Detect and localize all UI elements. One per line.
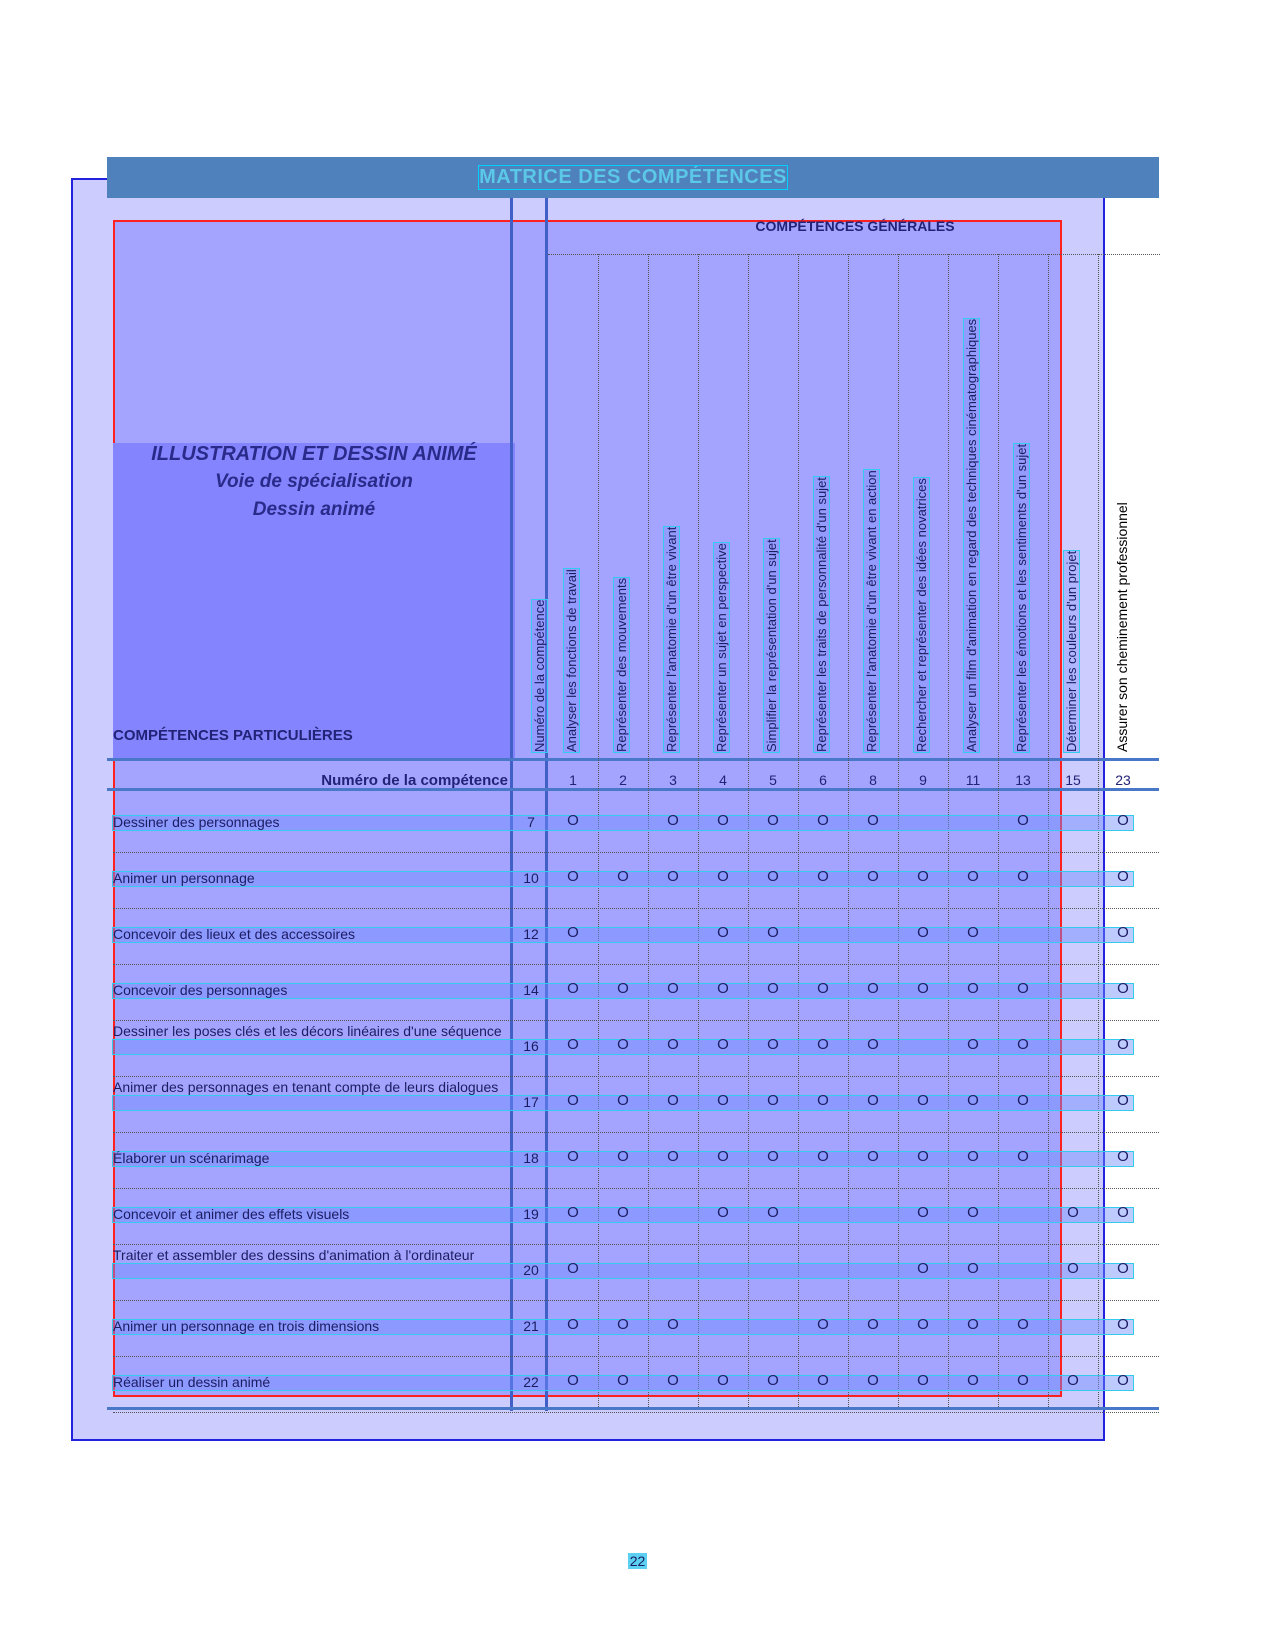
competency-link-mark: O [617,1148,629,1165]
competency-link-mark: O [717,1092,729,1109]
competency-link-mark: O [917,1316,929,1333]
competency-link-mark: O [617,1036,629,1053]
competency-link-mark: O [1017,1316,1029,1333]
general-competency-number: 4 [719,772,727,788]
competency-link-mark: O [917,1092,929,1109]
header-bottom-rule [107,758,1159,761]
competency-link-mark: O [567,868,579,885]
competency-link-mark: O [567,1316,579,1333]
general-competency-number: 6 [819,772,827,788]
competency-link-mark: O [1117,812,1129,829]
general-competency-number: 13 [1015,772,1031,788]
general-competency-header: Représenter l'anatomie d'un être vivant [664,526,679,752]
particular-competency-number: 18 [523,1150,539,1166]
column-gridline [948,254,949,1407]
general-competency-number: 15 [1065,772,1081,788]
competency-link-mark: O [617,1316,629,1333]
column-gridline [748,254,749,1407]
general-competency-header: Représenter les émotions et les sentiments d'un sujet [1014,443,1029,752]
competency-link-mark: O [717,1372,729,1389]
competency-link-mark: O [567,980,579,997]
particular-competency-label: Animer un personnage [113,870,255,886]
general-competency-number: 5 [769,772,777,788]
particular-competency-number: 20 [523,1262,539,1278]
competency-link-mark: O [667,1372,679,1389]
general-competency-number: 1 [569,772,577,788]
competency-link-mark: O [767,1372,779,1389]
competency-link-mark: O [867,1316,879,1333]
competency-link-mark: O [967,980,979,997]
column-divider [510,198,513,1411]
particular-competency-number: 17 [523,1094,539,1110]
competency-link-mark: O [1067,1372,1079,1389]
particular-competency-label: Élaborer un scénarimage [113,1150,270,1166]
competency-link-mark: O [617,1092,629,1109]
particular-competency-label: Dessiner les poses clés et les décors linéaires d'une séquence [113,1023,502,1039]
particular-competency-label: Réaliser un dessin animé [113,1374,271,1390]
competency-link-mark: O [867,1092,879,1109]
particular-competency-number: 21 [523,1318,539,1334]
general-competency-number: 9 [919,772,927,788]
competency-link-mark: O [967,1092,979,1109]
column-gridline [848,254,849,1407]
competency-link-mark: O [767,924,779,941]
particular-competency-label: Concevoir des personnages [113,982,288,998]
competency-link-mark: O [817,1316,829,1333]
program-option: Dessin animé [252,499,376,520]
competency-link-mark: O [667,1092,679,1109]
particular-competency-number: 7 [527,814,535,830]
competency-link-mark: O [1017,812,1029,829]
competency-link-mark: O [767,1204,779,1221]
program-title [113,440,515,524]
page-title: MATRICE DES COMPÉTENCES [479,166,787,188]
competency-link-mark: O [967,868,979,885]
competency-link-mark: O [817,812,829,829]
row-gridline [113,852,1159,853]
general-competencies-label: COMPÉTENCES GÉNÉRALES [755,218,955,234]
competency-link-mark: O [567,1036,579,1053]
competency-link-mark: O [567,924,579,941]
general-competency-header: Représenter un sujet en perspective [714,543,729,752]
competency-link-mark: O [1117,1260,1129,1277]
competency-link-mark: O [917,1148,929,1165]
general-competency-number: 11 [965,772,981,788]
competency-link-mark: O [917,1260,929,1277]
competency-link-mark: O [1117,1092,1129,1109]
competency-link-mark: O [667,1036,679,1053]
competency-link-mark: O [967,1316,979,1333]
competency-link-mark: O [1017,1092,1029,1109]
competency-link-mark: O [917,1204,929,1221]
competency-link-mark: O [817,1372,829,1389]
row-gridline [113,1412,1159,1413]
competency-link-mark: O [867,812,879,829]
competency-link-mark: O [717,924,729,941]
competency-link-mark: O [567,1260,579,1277]
competency-link-mark: O [617,1204,629,1221]
competency-link-mark: O [1117,1316,1129,1333]
general-competency-number: 2 [619,772,627,788]
column-gridline [998,254,999,1407]
competency-link-mark: O [567,812,579,829]
general-competency-header: Analyser un film d'animation en regard des techniques cinématographiques [964,318,979,752]
particular-competency-label: Animer des personnages en tenant compte de leurs dialogues [113,1079,499,1095]
competency-link-mark: O [1117,868,1129,885]
competency-link-mark: O [867,980,879,997]
competency-link-mark: O [817,868,829,885]
competency-link-mark: O [967,1204,979,1221]
program-path: Voie de spécialisation [215,471,413,492]
row-gridline [113,908,1159,909]
competency-link-mark: O [1067,1260,1079,1277]
row-gridline [113,1132,1159,1133]
column-gridline [1098,254,1099,1407]
competency-link-mark: O [1117,1204,1129,1221]
competency-link-mark: O [617,1372,629,1389]
row-gridline [113,1300,1159,1301]
column-gridline [598,254,599,1407]
column-divider [545,198,548,1411]
competency-link-mark: O [917,924,929,941]
competency-link-mark: O [1017,1036,1029,1053]
competency-link-mark: O [767,980,779,997]
competency-link-mark: O [567,1204,579,1221]
general-competency-number: 3 [669,772,677,788]
competency-link-mark: O [567,1148,579,1165]
column-gridline [1048,254,1049,1407]
competency-link-mark: O [1017,1148,1029,1165]
number-column-header: Numéro de la compétence [532,599,547,752]
competency-link-mark: O [717,868,729,885]
competency-link-mark: O [767,1148,779,1165]
particular-competency-number: 19 [523,1206,539,1222]
competency-link-mark: O [767,1092,779,1109]
competency-link-mark: O [667,1316,679,1333]
competency-link-mark: O [1067,1204,1079,1221]
competency-link-mark: O [917,868,929,885]
competency-link-mark: O [1117,1148,1129,1165]
competency-link-mark: O [667,980,679,997]
number-row-label: Numéro de la compétence [321,772,508,789]
competency-link-mark: O [917,1372,929,1389]
particular-competency-label: Concevoir et animer des effets visuels [113,1206,350,1222]
general-competency-header: Déterminer les couleurs d'un projet [1064,550,1079,752]
particular-competency-label: Dessiner des personnages [113,814,280,830]
competency-link-mark: O [1117,1372,1129,1389]
competency-link-mark: O [717,812,729,829]
header-divider [548,254,1160,255]
competency-link-mark: O [967,1260,979,1277]
competency-link-mark: O [917,980,929,997]
competency-link-mark: O [567,1372,579,1389]
competency-link-mark: O [817,1036,829,1053]
row-gridline [113,1356,1159,1357]
column-gridline [798,254,799,1407]
column-gridline [698,254,699,1407]
competency-link-mark: O [667,812,679,829]
competency-link-mark: O [1117,1036,1129,1053]
general-competency-header: Rechercher et représenter des idées novatrices [914,478,929,752]
general-competency-header: Analyser les fonctions de travail [564,569,579,752]
competency-link-mark: O [717,1204,729,1221]
row-gridline [113,1188,1159,1189]
particular-competency-number: 14 [523,982,539,998]
particular-competency-number: 22 [523,1374,539,1390]
general-competency-header: Représenter des mouvements [614,577,629,752]
general-competency-header: Représenter les traits de personnalité d'un sujet [814,477,829,752]
competency-link-mark: O [867,868,879,885]
number-row-rule [107,788,1159,791]
competency-link-mark: O [717,1148,729,1165]
program-name: ILLUSTRATION ET DESSIN ANIMÉ [151,443,477,465]
table-bottom-rule [107,1407,1159,1410]
competency-link-mark: O [667,1148,679,1165]
competency-link-mark: O [867,1148,879,1165]
competency-link-mark: O [817,1092,829,1109]
competency-link-mark: O [617,868,629,885]
competency-link-mark: O [617,980,629,997]
page-number: 22 [629,1553,646,1569]
competency-link-mark: O [1017,1372,1029,1389]
column-gridline [648,254,649,1407]
particular-competency-number: 10 [523,870,539,886]
competency-link-mark: O [717,980,729,997]
general-competency-number: 23 [1115,772,1131,788]
general-competency-header: Assurer son cheminement professionnel [1114,502,1130,752]
general-competency-number: 8 [869,772,877,788]
competency-link-mark: O [767,868,779,885]
title-bar [107,157,1159,198]
particular-competency-number: 12 [523,926,539,942]
particular-competencies-label: COMPÉTENCES PARTICULIÈRES [113,727,353,744]
competency-link-mark: O [1117,980,1129,997]
particular-competency-label: Animer un personnage en trois dimensions [113,1318,380,1334]
competency-link-mark: O [767,1036,779,1053]
competency-link-mark: O [967,1372,979,1389]
general-competency-header: Simplifier la représentation d'un sujet [764,539,779,752]
particular-competency-label: Traiter et assembler des dessins d'animation à l'ordinateur [113,1247,475,1263]
particular-competency-number: 16 [523,1038,539,1054]
competency-link-mark: O [667,868,679,885]
row-gridline [113,964,1159,965]
competency-link-mark: O [867,1036,879,1053]
competency-link-mark: O [717,1036,729,1053]
competency-link-mark: O [1117,924,1129,941]
competency-link-mark: O [967,1036,979,1053]
general-competency-header: Représenter l'anatomie d'un être vivant en action [864,470,879,752]
competency-link-mark: O [817,1148,829,1165]
competency-link-mark: O [867,1372,879,1389]
competency-link-mark: O [967,1148,979,1165]
column-gridline [898,254,899,1407]
competency-link-mark: O [967,924,979,941]
competency-link-mark: O [567,1092,579,1109]
competency-link-mark: O [1017,980,1029,997]
competency-link-mark: O [767,812,779,829]
competency-link-mark: O [1017,868,1029,885]
particular-competency-label: Concevoir des lieux et des accessoires [113,926,356,942]
competency-link-mark: O [817,980,829,997]
